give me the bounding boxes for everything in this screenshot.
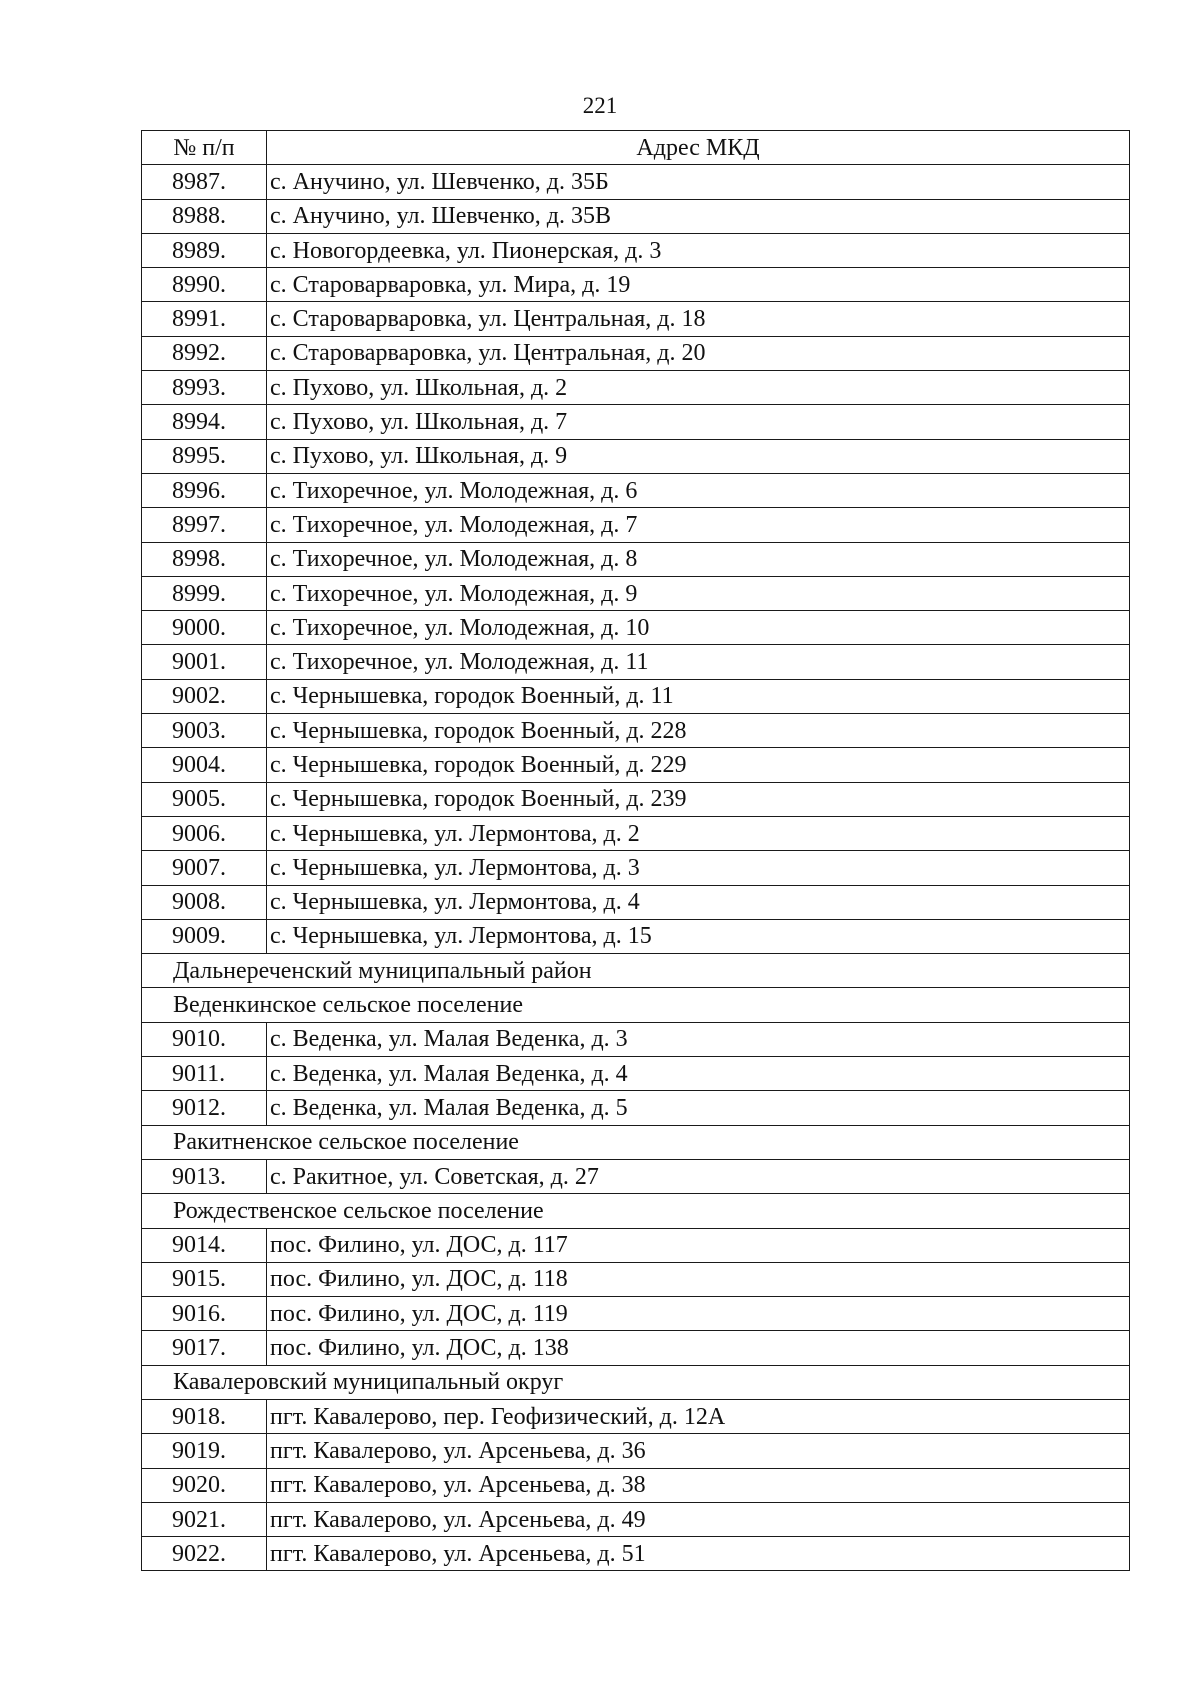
row-number: 8999. bbox=[142, 576, 267, 610]
row-address: с. Пухово, ул. Школьная, д. 9 bbox=[267, 439, 1130, 473]
row-number: 8997. bbox=[142, 508, 267, 542]
row-number: 9008. bbox=[142, 885, 267, 919]
row-address: с. Чернышевка, ул. Лермонтова, д. 15 bbox=[267, 919, 1130, 953]
row-address: пгт. Кавалерово, ул. Арсеньева, д. 49 bbox=[267, 1502, 1130, 1536]
row-address: с. Чернышевка, городок Военный, д. 239 bbox=[267, 782, 1130, 816]
row-number: 9015. bbox=[142, 1262, 267, 1296]
row-address: с. Пухово, ул. Школьная, д. 7 bbox=[267, 405, 1130, 439]
row-address: с. Веденка, ул. Малая Веденка, д. 5 bbox=[267, 1091, 1130, 1125]
row-number: 9018. bbox=[142, 1399, 267, 1433]
section-row bbox=[142, 1194, 1130, 1228]
table-row bbox=[142, 1537, 1130, 1571]
table-row bbox=[142, 508, 1130, 542]
table-row bbox=[142, 1331, 1130, 1365]
column-header-number: № п/п bbox=[142, 131, 267, 165]
row-address: с. Тихоречное, ул. Молодежная, д. 11 bbox=[267, 645, 1130, 679]
row-address: с. Тихоречное, ул. Молодежная, д. 6 bbox=[267, 473, 1130, 507]
table-row bbox=[142, 816, 1130, 850]
row-address: с. Чернышевка, городок Военный, д. 11 bbox=[267, 679, 1130, 713]
row-number: 9001. bbox=[142, 645, 267, 679]
row-address: с. Чернышевка, городок Военный, д. 228 bbox=[267, 714, 1130, 748]
table-row bbox=[142, 1228, 1130, 1262]
table-row bbox=[142, 1297, 1130, 1331]
section-row bbox=[142, 1125, 1130, 1159]
section-title: Ракитненское сельское поселение bbox=[142, 1125, 1130, 1159]
row-number: 8996. bbox=[142, 473, 267, 507]
table-row bbox=[142, 165, 1130, 199]
page-number: 221 bbox=[582, 93, 618, 118]
row-number: 9013. bbox=[142, 1159, 267, 1193]
table-row bbox=[142, 199, 1130, 233]
row-number: 9004. bbox=[142, 748, 267, 782]
table-row bbox=[142, 405, 1130, 439]
table-row bbox=[142, 1399, 1130, 1433]
row-address: с. Тихоречное, ул. Молодежная, д. 10 bbox=[267, 611, 1130, 645]
table-row bbox=[142, 371, 1130, 405]
table-row bbox=[142, 576, 1130, 610]
section-title: Рождественское сельское поселение bbox=[142, 1194, 1130, 1228]
row-address: пос. Филино, ул. ДОС, д. 119 bbox=[267, 1297, 1130, 1331]
row-address: с. Анучино, ул. Шевченко, д. 35Б bbox=[267, 165, 1130, 199]
row-address: с. Веденка, ул. Малая Веденка, д. 3 bbox=[267, 1022, 1130, 1056]
section-row bbox=[142, 988, 1130, 1022]
row-address: с. Староварваровка, ул. Центральная, д. 20 bbox=[267, 336, 1130, 370]
row-number: 8991. bbox=[142, 302, 267, 336]
table-row bbox=[142, 542, 1130, 576]
table-row bbox=[142, 782, 1130, 816]
section-row bbox=[142, 1365, 1130, 1399]
row-address: с. Веденка, ул. Малая Веденка, д. 4 bbox=[267, 1057, 1130, 1091]
table-row bbox=[142, 473, 1130, 507]
table-row bbox=[142, 336, 1130, 370]
table-row bbox=[142, 268, 1130, 302]
row-address: с. Чернышевка, ул. Лермонтова, д. 2 bbox=[267, 816, 1130, 850]
row-number: 9006. bbox=[142, 816, 267, 850]
table-row bbox=[142, 919, 1130, 953]
row-address: пгт. Кавалерово, пер. Геофизический, д. 12А bbox=[267, 1399, 1130, 1433]
row-number: 8993. bbox=[142, 371, 267, 405]
row-number: 9021. bbox=[142, 1502, 267, 1536]
table-row bbox=[142, 1159, 1130, 1193]
table-row bbox=[142, 1022, 1130, 1056]
section-title: Кавалеровский муниципальный округ bbox=[142, 1365, 1130, 1399]
row-address: с. Ракитное, ул. Советская, д. 27 bbox=[267, 1159, 1130, 1193]
row-address: пос. Филино, ул. ДОС, д. 138 bbox=[267, 1331, 1130, 1365]
table-row bbox=[142, 851, 1130, 885]
table-row bbox=[142, 1262, 1130, 1296]
section-row bbox=[142, 954, 1130, 988]
row-number: 9014. bbox=[142, 1228, 267, 1262]
row-number: 9020. bbox=[142, 1468, 267, 1502]
table-row bbox=[142, 1091, 1130, 1125]
row-number: 9012. bbox=[142, 1091, 267, 1125]
table-row bbox=[142, 679, 1130, 713]
row-number: 8995. bbox=[142, 439, 267, 473]
row-address: с. Чернышевка, ул. Лермонтова, д. 4 bbox=[267, 885, 1130, 919]
row-number: 9022. bbox=[142, 1537, 267, 1571]
row-address: с. Тихоречное, ул. Молодежная, д. 7 bbox=[267, 508, 1130, 542]
row-address: с. Чернышевка, ул. Лермонтова, д. 3 bbox=[267, 851, 1130, 885]
row-number: 9010. bbox=[142, 1022, 267, 1056]
table-row bbox=[142, 233, 1130, 267]
table-row bbox=[142, 1057, 1130, 1091]
row-address: пгт. Кавалерово, ул. Арсеньева, д. 38 bbox=[267, 1468, 1130, 1502]
row-address: с. Староварваровка, ул. Центральная, д. 18 bbox=[267, 302, 1130, 336]
table-row bbox=[142, 1468, 1130, 1502]
row-number: 9002. bbox=[142, 679, 267, 713]
row-address: с. Новогордеевка, ул. Пионерская, д. 3 bbox=[267, 233, 1130, 267]
table-row bbox=[142, 611, 1130, 645]
section-title: Веденкинское сельское поселение bbox=[142, 988, 1130, 1022]
table-row bbox=[142, 302, 1130, 336]
row-number: 8988. bbox=[142, 199, 267, 233]
row-number: 9019. bbox=[142, 1434, 267, 1468]
row-address: с. Пухово, ул. Школьная, д. 2 bbox=[267, 371, 1130, 405]
row-address: с. Тихоречное, ул. Молодежная, д. 8 bbox=[267, 542, 1130, 576]
address-table bbox=[141, 130, 1130, 1571]
row-number: 9016. bbox=[142, 1297, 267, 1331]
table-row bbox=[142, 1434, 1130, 1468]
row-number: 9011. bbox=[142, 1057, 267, 1091]
header-row bbox=[142, 131, 1130, 165]
row-address: с. Анучино, ул. Шевченко, д. 35В bbox=[267, 199, 1130, 233]
row-number: 9017. bbox=[142, 1331, 267, 1365]
row-address: пос. Филино, ул. ДОС, д. 118 bbox=[267, 1262, 1130, 1296]
table-row bbox=[142, 748, 1130, 782]
row-address: пгт. Кавалерово, ул. Арсеньева, д. 36 bbox=[267, 1434, 1130, 1468]
row-number: 8987. bbox=[142, 165, 267, 199]
row-address: пгт. Кавалерово, ул. Арсеньева, д. 51 bbox=[267, 1537, 1130, 1571]
table-body bbox=[142, 165, 1130, 1571]
column-header-address: Адрес МКД bbox=[267, 131, 1130, 165]
row-number: 9005. bbox=[142, 782, 267, 816]
row-number: 9009. bbox=[142, 919, 267, 953]
row-number: 9007. bbox=[142, 851, 267, 885]
row-number: 8998. bbox=[142, 542, 267, 576]
row-number: 9000. bbox=[142, 611, 267, 645]
table-row bbox=[142, 439, 1130, 473]
row-number: 8989. bbox=[142, 233, 267, 267]
row-number: 8992. bbox=[142, 336, 267, 370]
row-address: пос. Филино, ул. ДОС, д. 117 bbox=[267, 1228, 1130, 1262]
row-number: 8994. bbox=[142, 405, 267, 439]
row-number: 9003. bbox=[142, 714, 267, 748]
row-address: с. Староварваровка, ул. Мира, д. 19 bbox=[267, 268, 1130, 302]
table-header bbox=[142, 131, 1130, 165]
row-number: 8990. bbox=[142, 268, 267, 302]
table-row bbox=[142, 714, 1130, 748]
table-row bbox=[142, 645, 1130, 679]
row-address: с. Чернышевка, городок Военный, д. 229 bbox=[267, 748, 1130, 782]
section-title: Дальнереченский муниципальный район bbox=[142, 954, 1130, 988]
row-address: с. Тихоречное, ул. Молодежная, д. 9 bbox=[267, 576, 1130, 610]
table-row bbox=[142, 1502, 1130, 1536]
table-row bbox=[142, 885, 1130, 919]
